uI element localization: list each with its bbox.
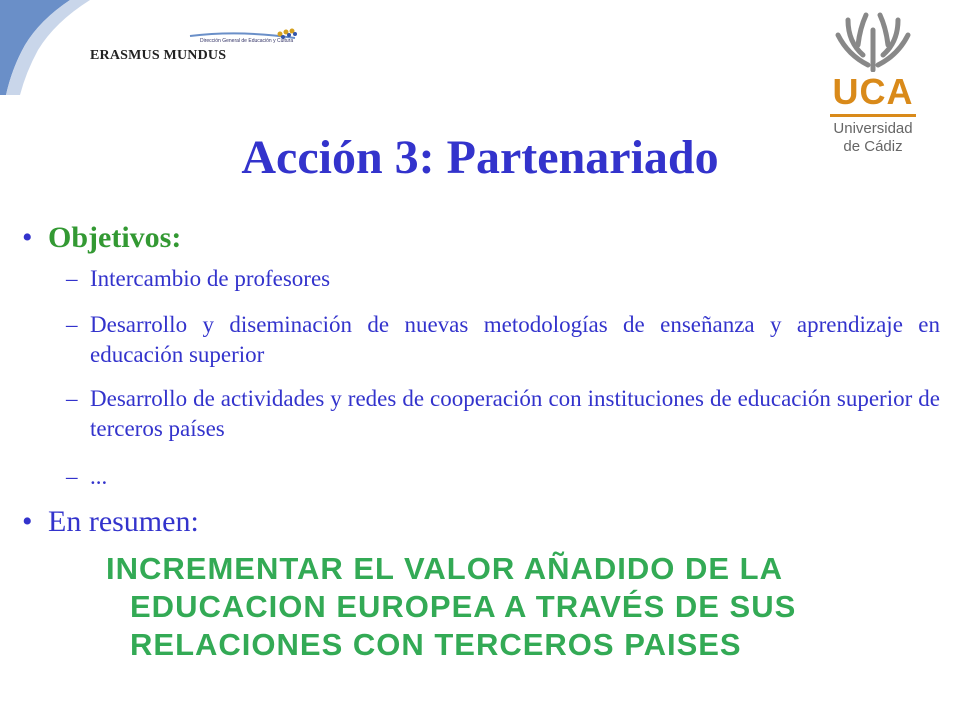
- dash-marker: –: [66, 312, 78, 337]
- uca-wordmark: UCA: [832, 71, 914, 112]
- dash-marker: –: [66, 266, 78, 291]
- dash-marker: –: [66, 464, 78, 489]
- bullet-marker: •: [22, 505, 33, 538]
- objective-text: Intercambio de profesores: [90, 266, 331, 291]
- bullet-marker: •: [22, 221, 33, 254]
- dash-marker: –: [66, 386, 78, 411]
- erasmus-caption: Dirección General de Educación y Cultura: [200, 38, 294, 44]
- objective-item: [66, 462, 940, 492]
- slide-title: Acción 3: Partenariado: [241, 131, 719, 184]
- objective-item: [66, 264, 940, 294]
- objective-text: Desarrollo de actividades y redes de cooperación con instituciones de educación superior de terceros países: [90, 386, 940, 441]
- objectives-label: Objetivos:: [48, 221, 182, 254]
- summary-statement: [100, 550, 920, 664]
- summary-line: EDUCACION EUROPEA A TRAVÉS DE SUS: [130, 589, 797, 624]
- objective-item: [66, 384, 940, 444]
- corner-swoosh-decoration: [0, 0, 90, 95]
- bullet-summary: [22, 504, 922, 540]
- erasmus-mundus-logo-text: ERASMUS MUNDUS: [90, 48, 227, 63]
- uca-university-line: Universidad: [833, 120, 913, 137]
- objective-item: [66, 310, 940, 370]
- uca-cadiz-line: de Cádiz: [843, 138, 903, 155]
- uca-emblem-icon: [818, 10, 928, 72]
- bullet-objectives: [22, 220, 922, 256]
- summary-line: RELACIONES CON TERCEROS PAISES: [130, 627, 742, 662]
- objective-text: Desarrollo y diseminación de nuevas metodologías de enseñanza y aprendizaje en educación superior: [90, 312, 940, 367]
- summary-line: INCREMENTAR EL VALOR AÑADIDO DE LA: [106, 551, 783, 586]
- uca-divider: [830, 114, 916, 117]
- summary-label: En resumen:: [48, 505, 199, 538]
- objective-text: ...: [90, 464, 108, 489]
